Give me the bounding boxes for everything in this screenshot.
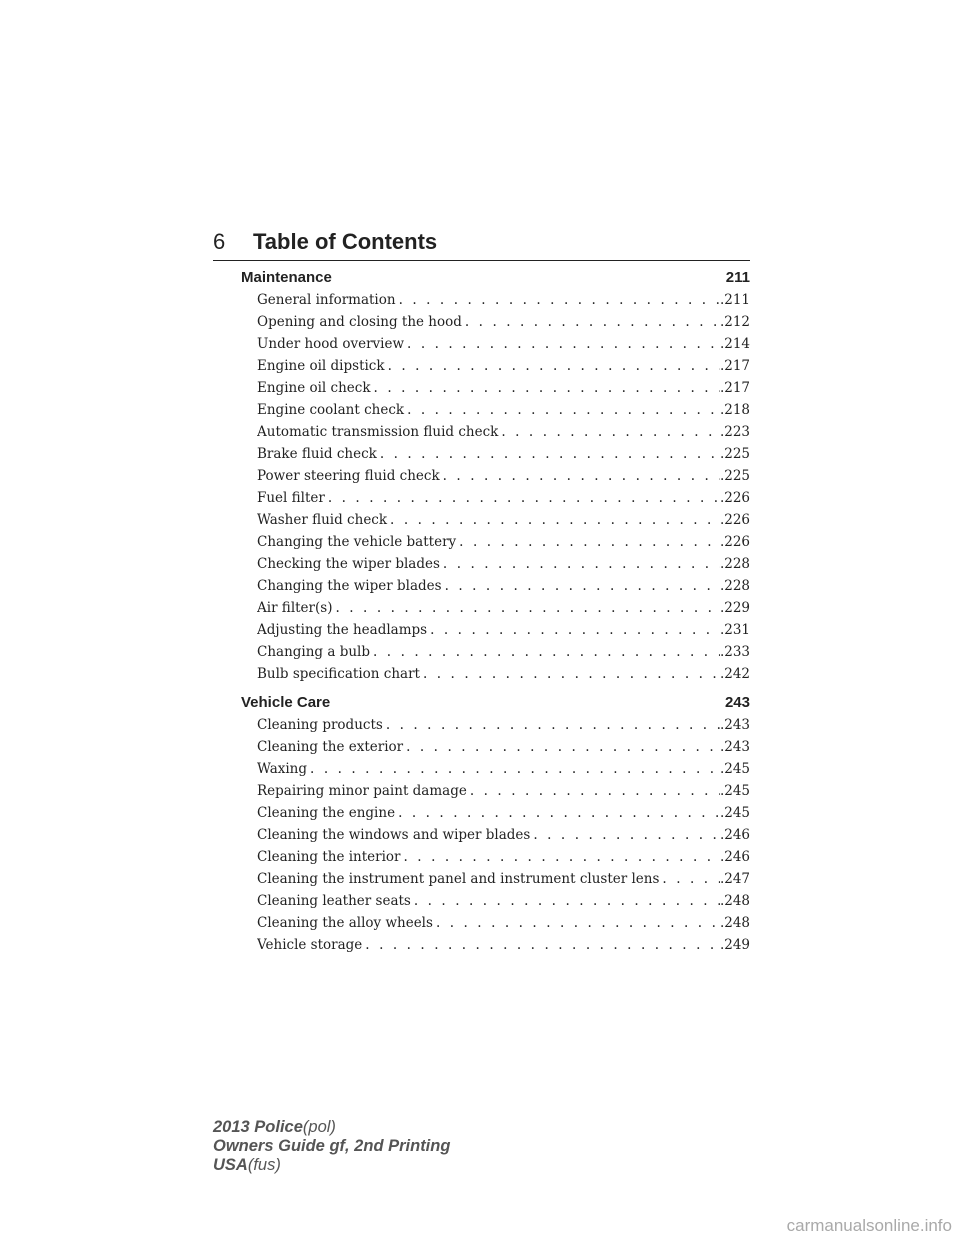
dot-leader [442,575,720,597]
footer-model-code: (pol) [302,1118,336,1136]
entry-page-number: .247 [719,871,750,887]
dot-leader [659,868,720,890]
entry-page-number: .214 [719,336,750,352]
section-title: Maintenance [241,269,332,286]
dot-leader [387,509,720,531]
entry-title: Cleaning the interior [257,849,401,865]
dot-leader [427,619,720,641]
section-heading[interactable] [241,267,750,289]
dot-leader [530,824,720,846]
entry-page-number: .229 [719,600,750,616]
entry-title: Adjusting the headlamps [257,622,428,638]
entry-title: Cleaning leather seats [257,893,411,909]
footer-market: USA [213,1156,248,1174]
entry-page-number: .248 [719,893,750,909]
toc-entry[interactable] [257,802,750,824]
toc-entry[interactable] [257,509,750,531]
footer-market-code: (fus) [247,1156,281,1174]
page-title: Table of Contents [253,229,438,254]
entry-title: General information [257,292,396,308]
entry-title: Air filter(s) [257,600,333,616]
toc-entry[interactable] [257,333,750,355]
footer-line-market [213,1156,450,1175]
toc-entry[interactable] [257,289,750,311]
entry-title: Repairing minor paint damage [257,783,467,799]
entry-title: Engine coolant check [257,402,405,418]
dot-leader [404,399,720,421]
entry-title: Waxing [257,761,308,777]
toc-entry[interactable] [257,421,750,443]
dot-leader [420,663,720,685]
toc-entry[interactable] [257,311,750,333]
entry-page-number: .249 [719,937,750,953]
dot-leader [383,714,720,736]
toc-entry[interactable] [257,758,750,780]
toc-entry[interactable] [257,890,750,912]
entry-page-number: .226 [719,490,750,506]
toc-entry[interactable] [257,934,750,956]
entry-page-number: .233 [719,644,750,660]
toc-entry[interactable] [257,868,750,890]
toc-section [241,692,750,956]
entry-page-number: .246 [719,827,750,843]
entry-page-number: .246 [719,849,750,865]
dot-leader [456,531,720,553]
toc-entry[interactable] [257,619,750,641]
entry-title: Washer fluid check [257,512,388,528]
entry-title: Opening and closing the hood [257,314,462,330]
entry-title: Power steering fluid check [257,468,440,484]
entry-page-number: .248 [719,915,750,931]
entry-title: Cleaning the windows and wiper blades [257,827,531,843]
toc-entry[interactable] [257,553,750,575]
toc-entry[interactable] [257,663,750,685]
toc-entry[interactable] [257,575,750,597]
toc-section [241,267,750,685]
entry-title: Cleaning the exterior [257,739,404,755]
entry-page-number: .228 [719,578,750,594]
entry-page-number: .211 [719,292,750,308]
entry-page-number: .243 [719,717,750,733]
dot-leader [440,553,720,575]
dot-leader [332,597,719,619]
entry-page-number: .226 [719,512,750,528]
entry-title: Cleaning the instrument panel and instrument cluster lens [257,871,660,887]
toc-entry[interactable] [257,399,750,421]
entry-page-number: .217 [719,380,750,396]
table-of-contents [241,267,750,956]
entry-title: Cleaning the alloy wheels [257,915,433,931]
entry-page-number: .228 [719,556,750,572]
toc-entry[interactable] [257,824,750,846]
toc-entry[interactable] [257,780,750,802]
toc-entry[interactable] [257,912,750,934]
dot-leader [377,443,720,465]
entry-title: Fuel filter [257,490,325,506]
toc-entry[interactable] [257,714,750,736]
watermark: carmanualsonline.info [786,1216,952,1235]
dot-leader [462,311,720,333]
dot-leader [403,736,720,758]
entry-page-number: .245 [719,783,750,799]
entry-page-number: .231 [719,622,750,638]
section-page-number: 243 [724,694,750,711]
dot-leader [411,890,720,912]
dot-leader [370,641,720,663]
entry-page-number: .212 [719,314,750,330]
dot-leader [307,758,720,780]
entry-page-number: .217 [719,358,750,374]
document-footer [213,1118,450,1175]
entry-title: Engine oil check [257,380,371,396]
entry-page-number: .225 [719,446,750,462]
footer-guide: Owners Guide gf, 2nd Printing [213,1137,451,1155]
dot-leader [371,377,720,399]
entry-title: Under hood overview [257,336,405,352]
entry-page-number: .242 [719,666,750,682]
entry-page-number: .226 [719,534,750,550]
entry-title: Cleaning products [257,717,383,733]
entry-title: Changing the wiper blades [257,578,442,594]
entry-title: Vehicle storage [257,937,363,953]
entry-title: Engine oil dipstick [257,358,385,374]
dot-leader [385,355,720,377]
entry-page-number: .245 [719,761,750,777]
section-heading[interactable] [241,692,750,714]
footer-line-model [213,1118,450,1137]
section-page-number: 211 [725,269,750,286]
toc-entry[interactable] [257,597,750,619]
entry-page-number: .225 [719,468,750,484]
toc-entry[interactable] [257,531,750,553]
toc-entry[interactable] [257,641,750,663]
dot-leader [440,465,720,487]
entry-page-number: .223 [719,424,750,440]
dot-leader [396,289,720,311]
dot-leader [467,780,720,802]
dot-leader [401,846,720,868]
toc-entry[interactable] [257,377,750,399]
footer-model: 2013 Police [213,1118,303,1136]
entry-title: Cleaning the engine [257,805,396,821]
toc-entry[interactable] [257,443,750,465]
dot-leader [395,802,720,824]
dot-leader [325,487,720,509]
entry-title: Changing the vehicle battery [257,534,457,550]
toc-entry[interactable] [257,465,750,487]
dot-leader [362,934,720,956]
page-number: 6 [213,229,226,254]
toc-entry[interactable] [257,355,750,377]
entry-title: Checking the wiper blades [257,556,440,572]
page-header [213,228,750,261]
entry-title: Automatic transmission fluid check [257,424,499,440]
entry-title: Brake fluid check [257,446,377,462]
toc-entry[interactable] [257,736,750,758]
dot-leader [404,333,720,355]
entry-page-number: .218 [719,402,750,418]
toc-entry[interactable] [257,846,750,868]
footer-line-guide [213,1137,450,1156]
entry-page-number: .243 [719,739,750,755]
section-title: Vehicle Care [241,694,331,711]
entry-title: Bulb specification chart [257,666,420,682]
entry-title: Changing a bulb [257,644,370,660]
dot-leader [433,912,720,934]
entry-page-number: .245 [719,805,750,821]
dot-leader [498,421,720,443]
toc-entry[interactable] [257,487,750,509]
